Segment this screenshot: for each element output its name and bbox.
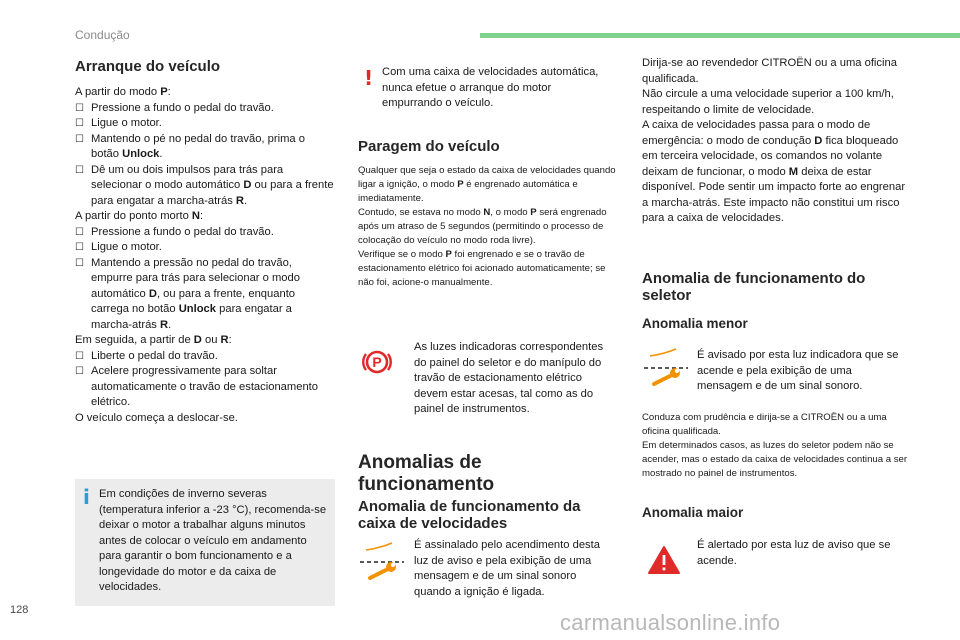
p-steps: [75, 101, 335, 210]
subtitle-minor: Anomalia menor: [642, 316, 748, 331]
parking-brake-icon: [361, 346, 393, 378]
list-item: ☐ Acelere progressivamente para soltar automaticamente o travão de estacionamento elétrico.: [75, 364, 335, 411]
subtitle-major: Anomalia maior: [642, 505, 744, 520]
list-item: ☐ Pressione a fundo o pedal do travão.: [75, 101, 335, 117]
right-line-1: Dirija-se ao revendedor CITROËN ou a uma oficina qualificada.: [642, 57, 897, 85]
minor-note-2: Em determinados casos, as luzes do seletor podem não se acender, mas o estado da caixa de velocidades continua a ser mostrado no painel de instrumentos.: [642, 440, 908, 479]
column-start: [75, 58, 335, 426]
warning-text: Com uma caixa de velocidades automática, nunca efetue o arranque do motor empurrando o veículo.: [382, 66, 599, 109]
section-title-paragem: Paragem do veículo: [358, 138, 500, 155]
section-title-anomalias: Anomalias de funcionamento: [358, 452, 495, 495]
paragem-line-1: Qualquer que seja o estado da caixa de velocidades quando ligar a ignição, o modo P é engrenado automática e imediatamente.: [358, 165, 616, 204]
minor-note-1: Conduza com prudência e dirija-se a CITROËN ou a uma oficina qualificada.: [642, 412, 887, 437]
column-right: [642, 56, 914, 227]
right-line-2: Não circule a uma velocidade superior a 100 km/h, respeitando o limite de velocidade.: [642, 88, 894, 116]
from-n-line: A partir do ponto morto N:: [75, 210, 204, 222]
gearbox-text: É assinalado pelo acendimento desta luz de aviso e pela exibição de uma mensagem e de um sinal sonoro quando a ignição é ligada.: [414, 539, 600, 598]
warning-mark-icon: !: [364, 66, 374, 90]
list-item: ☐ Mantendo o pé no pedal do travão, prima o botão Unlock.: [75, 132, 335, 163]
info-icon: i: [83, 485, 90, 509]
page-number: 128: [10, 604, 29, 616]
list-item: ☐ Ligue o motor.: [75, 240, 335, 256]
list-item: ☐ Ligue o motor.: [75, 116, 335, 132]
n-steps: [75, 225, 335, 334]
info-text: Em condições de inverno severas (temperatura inferior a -23 °C), recomenda-se deixar o motor a trabalhar alguns minutos antes de colocar o veículo em andamento para garantir o bom funcionamento e a longevidade do motor e da caixa de velocidades.: [99, 488, 327, 593]
paragem-body: [358, 164, 622, 290]
header-bar: [480, 33, 960, 38]
list-item: ☐ Dê um ou dois impulsos para trás para selecionar o modo automático D ou para a frente para engatar a marcha-atrás R.: [75, 163, 335, 210]
paragem-line-2: Contudo, se estava no modo N, o modo P será engrenado após um atraso de 5 segundos (permitindo o processo de colocação do veículo no modo roda livre).: [358, 207, 607, 246]
wrench-service-icon: [642, 348, 690, 388]
minor-notes: [642, 411, 914, 481]
section-label: Condução: [75, 28, 130, 42]
major-text: É alertado por esta luz de aviso que se acende.: [697, 539, 891, 567]
right-line-3: A caixa de velocidades passa para o modo de emergência: o modo de condução D fica bloqueado em terceira velocidade, os comandos no volante deixam de funcionar, o modo M deixa de estar disponível. Pode sentir um impacto forte ao engrenar a marcha-atrás. Este impacto não constitui um risco para a caixa de velocidades.: [642, 119, 906, 224]
paragem-line-3: Verifique se o modo P foi engrenado e se o travão de estacionamento elétrico foi acionado automaticamente; se não foi, acione-o manualmente.: [358, 249, 606, 288]
minor-text: É avisado por esta luz indicadora que se acende e pela exibição de uma mensagem e de um sinal sonoro.: [697, 349, 899, 392]
closing-line: O veículo começa a deslocar-se.: [75, 411, 238, 424]
then-line: Em seguida, a partir de D ou R:: [75, 334, 232, 346]
warning-triangle-icon: [647, 545, 681, 575]
from-p-line: A partir do modo P:: [75, 86, 171, 98]
lamp-text: As luzes indicadoras correspondentes do painel do seletor e do manípulo do travão de estacionamento elétrico devem estar acesas, tal como as do painel de instrumentos.: [414, 341, 604, 415]
subtitle-gearbox: Anomalia de funcionamento da caixa de velocidades: [358, 498, 581, 532]
subtitle-selector: Anomalia de funcionamento do seletor: [642, 270, 866, 304]
section-title-arranque: Arranque do veículo: [75, 58, 221, 75]
info-box: [75, 479, 335, 606]
list-item: ☐ Pressione a fundo o pedal do travão.: [75, 225, 335, 241]
warning-box: [358, 64, 620, 120]
dr-steps: [75, 349, 335, 411]
svg-text:P: P: [372, 354, 382, 370]
watermark: carmanualsonline.info: [560, 610, 781, 635]
wrench-service-icon: [358, 542, 406, 582]
list-item: ☐ Mantendo a pressão no pedal do travão, empurre para trás para selecionar o modo automático D, ou para a frente, enquanto carrega no botão Unlock para engatar a marcha-atrás R.: [75, 256, 335, 334]
list-item: ☐ Liberte o pedal do travão.: [75, 349, 335, 365]
